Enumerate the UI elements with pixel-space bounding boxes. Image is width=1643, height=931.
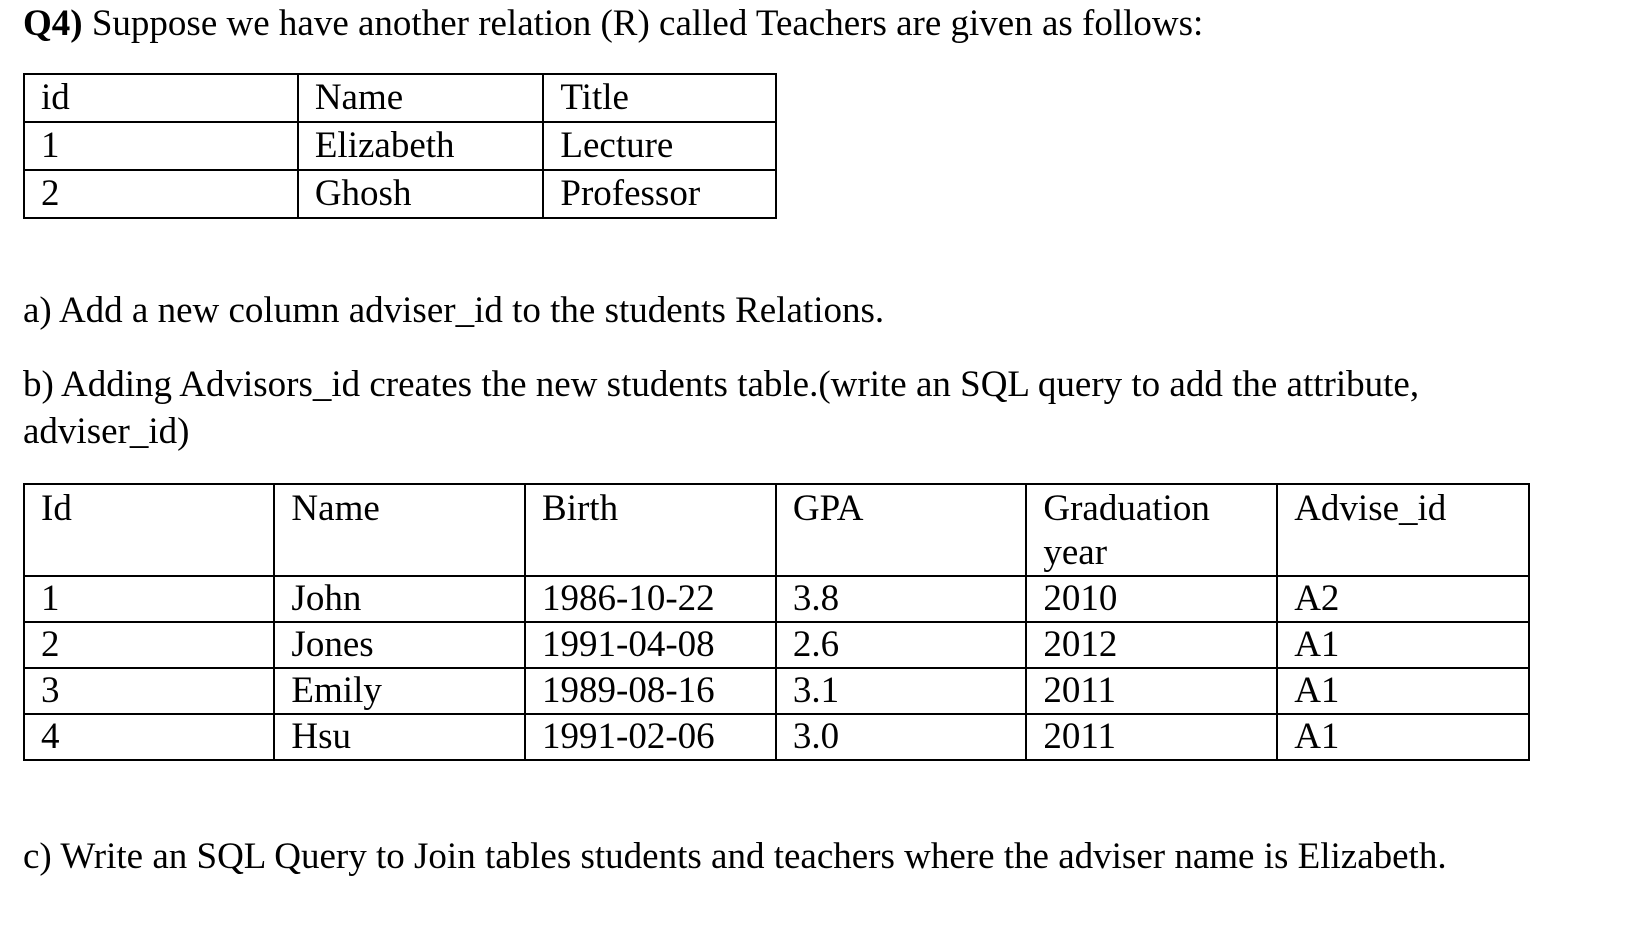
table-cell: Jones: [274, 622, 525, 668]
table-cell: Ghosh: [298, 170, 544, 218]
students-header-cell: Name: [274, 484, 525, 576]
table-row: [24, 170, 776, 218]
question-intro: Suppose we have another relation (R) called Teachers are given as follows:: [82, 3, 1204, 44]
students-header-cell: GPA: [776, 484, 1027, 576]
table-cell: 1991-02-06: [525, 714, 776, 760]
students-header-row: [24, 484, 1529, 576]
table-cell: 3.0: [776, 714, 1027, 760]
table-cell: John: [274, 576, 525, 622]
table-cell: 1991-04-08: [525, 622, 776, 668]
table-cell: 3.8: [776, 576, 1027, 622]
table-cell: A1: [1277, 714, 1529, 760]
table-cell: A2: [1277, 576, 1529, 622]
table-cell: A1: [1277, 622, 1529, 668]
table-cell: 2011: [1026, 714, 1277, 760]
table-cell: Hsu: [274, 714, 525, 760]
table-row: [24, 622, 1529, 668]
teachers-header-row: [24, 74, 776, 122]
table-cell: 2011: [1026, 668, 1277, 714]
students-header-cell: Advise_id: [1277, 484, 1529, 576]
table-cell: 1: [24, 122, 298, 170]
table-row: [24, 576, 1529, 622]
table-cell: Professor: [543, 170, 776, 218]
table-cell: 3: [24, 668, 274, 714]
teachers-header-cell: Name: [298, 74, 544, 122]
table-cell: 2.6: [776, 622, 1027, 668]
table-cell: 2012: [1026, 622, 1277, 668]
table-cell: 1986-10-22: [525, 576, 776, 622]
part-b-text-line2: adviser_id): [23, 411, 190, 452]
table-cell: Elizabeth: [298, 122, 544, 170]
table-cell: Lecture: [543, 122, 776, 170]
part-b-text-line1: b) Adding Advisors_id creates the new students table.(write an SQL query to add the attribute,: [23, 364, 1420, 405]
students-header-cell: Graduation year: [1026, 484, 1277, 576]
table-cell: 2010: [1026, 576, 1277, 622]
question-number: Q4): [23, 3, 83, 44]
table-row: [24, 122, 776, 170]
table-cell: 2: [24, 622, 274, 668]
students-table: [23, 483, 1530, 761]
table-row: [24, 714, 1529, 760]
teachers-header-cell: id: [24, 74, 298, 122]
part-c-text: c) Write an SQL Query to Join tables students and teachers where the adviser name is Elizabeth.: [23, 836, 1447, 877]
question-title: [23, 2, 1203, 46]
table-row: [24, 668, 1529, 714]
students-header-cell: Id: [24, 484, 274, 576]
students-header-cell: Birth: [525, 484, 776, 576]
table-cell: 1: [24, 576, 274, 622]
table-cell: 3.1: [776, 668, 1027, 714]
table-cell: Emily: [274, 668, 525, 714]
teachers-table: [23, 73, 777, 219]
table-cell: 1989-08-16: [525, 668, 776, 714]
table-cell: 2: [24, 170, 298, 218]
teachers-header-cell: Title: [543, 74, 776, 122]
table-cell: 4: [24, 714, 274, 760]
part-a-text: a) Add a new column adviser_id to the students Relations.: [23, 290, 885, 331]
table-cell: A1: [1277, 668, 1529, 714]
